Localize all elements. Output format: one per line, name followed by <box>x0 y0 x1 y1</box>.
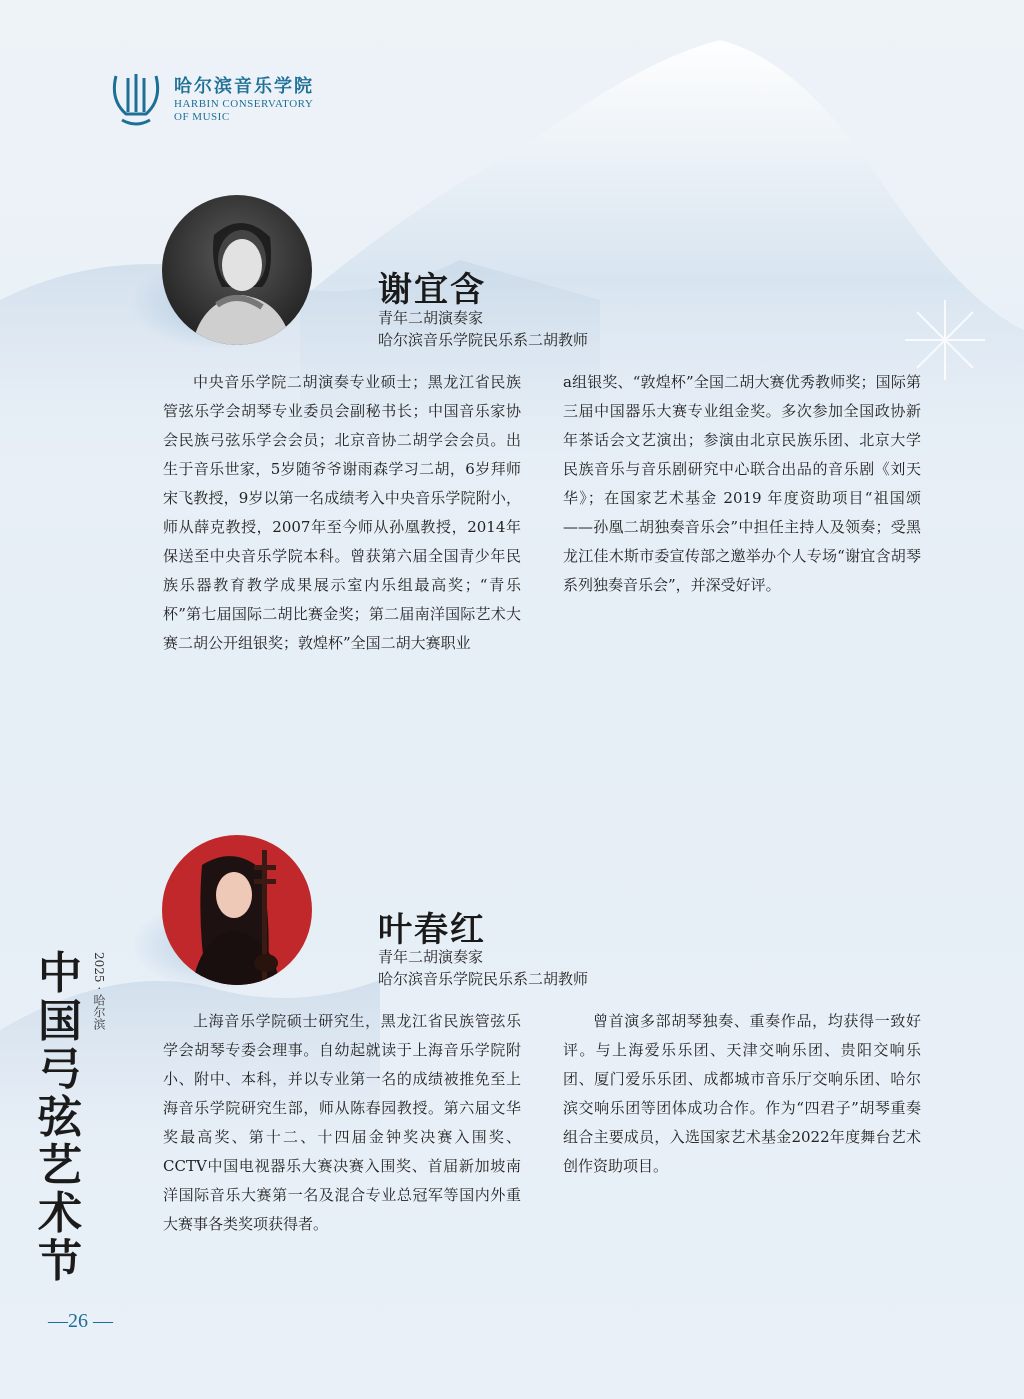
festival-title-char: 艺 <box>38 1140 82 1191</box>
festival-title-char: 国 <box>38 996 82 1047</box>
festival-title-char: 中 <box>38 948 82 999</box>
festival-year-city: 2025 · 哈尔滨 <box>92 952 106 1030</box>
festival-title-char: 节 <box>38 1236 82 1287</box>
profile-title: 青年二胡演奏家 <box>378 309 484 327</box>
festival-title-char: 弓 <box>38 1044 82 1095</box>
profile-position: 哈尔滨音乐学院民乐系二胡教师 <box>378 970 589 988</box>
festival-title-char: 术 <box>38 1188 82 1239</box>
logo-english-line2: OF MUSIC <box>174 111 230 123</box>
profile-title: 青年二胡演奏家 <box>378 948 484 966</box>
biography-left-column <box>163 1007 521 1239</box>
lyre-icon <box>108 70 164 130</box>
biography-paragraph: a组银奖、“敦煌杯”全国二胡大赛优秀教师奖；国际第三届中国器乐大赛专业组金奖。多次参加全国政协新年茶话会文艺演出；参演由北京民族乐团、北京大学民族音乐与音乐剧研究中心联合出品的音乐剧《刘天华》；在国家艺术基金 2019 年度资助项目“祖国颂——孙凰二胡独奏音乐会”中担任主持人及领奏；受黑龙江佳木斯市委宣传部之邀举办个人专场“谢宜含胡琴系列独奏音乐会”，并深受好评。 <box>563 373 921 594</box>
biography-paragraph: 中央音乐学院二胡演奏专业硕士；黑龙江省民族管弦乐学会胡琴专业委员会副秘书长；中国音乐家协会民族弓弦乐学会会员；北京音协二胡学会会员。出生于音乐世家，5岁随爷爷谢雨森学习二胡，6岁拜师宋飞教授，9岁以第一名成绩考入中央音乐学院附小，师从薛克教授，2007年至今师从孙凰教授，2014年保送至中央音乐学院本科。曾获第六届全国青少年民族乐器教育教学成果展示室内乐组最高奖；“青乐杯”第七届国际二胡比赛金奖；第二届南洋国际艺术大赛二胡公开组银奖；敦煌杯”全国二胡大赛职业 <box>163 373 521 652</box>
profile-position: 哈尔滨音乐学院民乐系二胡教师 <box>378 331 589 349</box>
conservatory-logo <box>108 70 314 130</box>
logo-chinese-name: 哈尔滨音乐学院 <box>174 76 314 97</box>
biography-paragraph: 曾首演多部胡琴独奏、重奏作品，均获得一致好评。与上海爱乐乐团、天津交响乐团、贵阳交响乐团、厦门爱乐乐团、成都城市音乐厅交响乐团、哈尔滨交响乐团等团体成功合作。作为“四君子”胡琴重奏组合主要成员，入选国家艺术基金2022年度舞台艺术创作资助项目。 <box>563 1012 921 1175</box>
logo-english-line1: HARBIN CONSERVATORY <box>174 98 314 110</box>
portrait-xie-yihan <box>162 195 312 345</box>
biography-left-column <box>163 368 521 658</box>
profile-name: 叶春红 <box>378 910 486 950</box>
portrait-ye-chunhong <box>162 835 312 985</box>
biography-right-column <box>563 1007 921 1181</box>
profile-name: 谢宜含 <box>378 270 486 310</box>
biography-right-column <box>563 368 921 600</box>
festival-title-char: 弦 <box>38 1092 82 1143</box>
page-number: —26 — <box>48 1310 113 1332</box>
biography-paragraph: 上海音乐学院硕士研究生，黑龙江省民族管弦乐学会胡琴专委会理事。自幼起就读于上海音乐学院附小、附中、本科，并以专业第一名的成绩被推免至上海音乐学院研究生部，师从陈春园教授。第六届文华奖最高奖、第十二、十四届金钟奖决赛入围奖、CCTV中国电视器乐大赛决赛入围奖、首届新加坡南洋国际音乐大赛第一名及混合专业总冠军等国内外重大赛事各类奖项获得者。 <box>163 1012 521 1233</box>
